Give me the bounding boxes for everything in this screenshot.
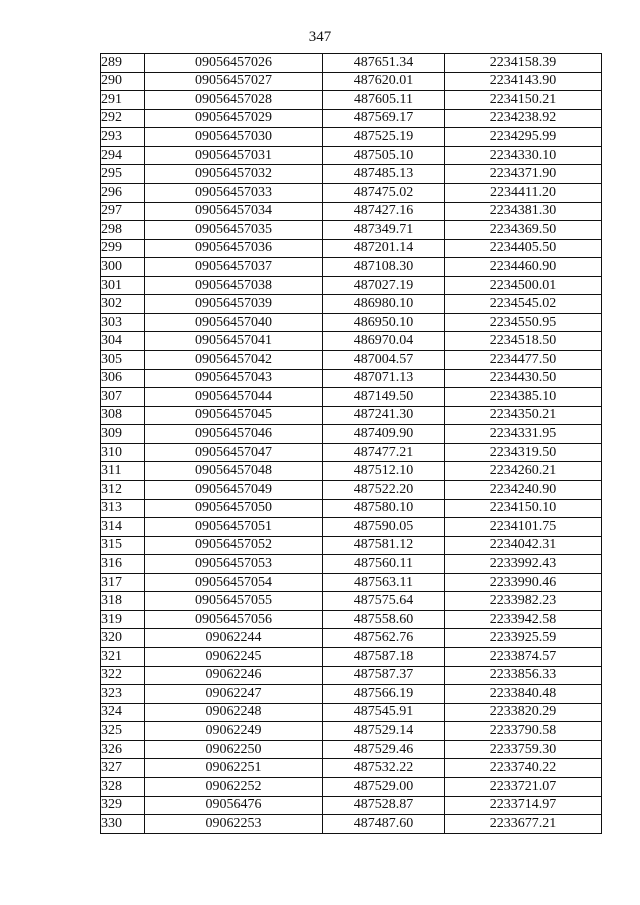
y-coordinate-cell: 2234330.10 (445, 146, 602, 165)
x-coordinate-cell: 487575.64 (323, 592, 445, 611)
x-coordinate-cell: 487528.87 (323, 796, 445, 815)
row-number-cell: 306 (101, 369, 145, 388)
row-number-cell: 326 (101, 740, 145, 759)
x-coordinate-cell: 487605.11 (323, 91, 445, 110)
table-row (101, 276, 602, 295)
x-coordinate-cell: 487563.11 (323, 573, 445, 592)
y-coordinate-cell: 2233856.33 (445, 666, 602, 685)
table-row (101, 239, 602, 258)
row-number-cell: 325 (101, 722, 145, 741)
row-number-cell: 305 (101, 351, 145, 370)
parcel-id-cell: 09056457047 (145, 443, 323, 462)
coordinates-table (100, 53, 602, 834)
y-coordinate-cell: 2233790.58 (445, 722, 602, 741)
row-number-cell: 301 (101, 276, 145, 295)
parcel-id-cell: 09062253 (145, 815, 323, 834)
row-number-cell: 315 (101, 536, 145, 555)
y-coordinate-cell: 2234042.31 (445, 536, 602, 555)
parcel-id-cell: 09062249 (145, 722, 323, 741)
parcel-id-cell: 09062246 (145, 666, 323, 685)
y-coordinate-cell: 2234385.10 (445, 388, 602, 407)
table-row (101, 722, 602, 741)
table-row (101, 796, 602, 815)
row-number-cell: 310 (101, 443, 145, 462)
x-coordinate-cell: 487651.34 (323, 54, 445, 73)
x-coordinate-cell: 487590.05 (323, 518, 445, 537)
table-row (101, 703, 602, 722)
x-coordinate-cell: 487349.71 (323, 221, 445, 240)
y-coordinate-cell: 2233942.58 (445, 610, 602, 629)
parcel-id-cell: 09056457046 (145, 425, 323, 444)
row-number-cell: 293 (101, 128, 145, 147)
x-coordinate-cell: 487241.30 (323, 406, 445, 425)
table-row (101, 666, 602, 685)
table-row (101, 443, 602, 462)
row-number-cell: 314 (101, 518, 145, 537)
row-number-cell: 329 (101, 796, 145, 815)
parcel-id-cell: 09056457029 (145, 109, 323, 128)
table-row (101, 685, 602, 704)
row-number-cell: 320 (101, 629, 145, 648)
x-coordinate-cell: 487566.19 (323, 685, 445, 704)
parcel-id-cell: 09056457038 (145, 276, 323, 295)
table-row (101, 258, 602, 277)
y-coordinate-cell: 2233982.23 (445, 592, 602, 611)
y-coordinate-cell: 2234350.21 (445, 406, 602, 425)
table-row (101, 536, 602, 555)
x-coordinate-cell: 487475.02 (323, 183, 445, 202)
parcel-id-cell: 09062250 (145, 740, 323, 759)
table-body (101, 54, 602, 834)
row-number-cell: 311 (101, 462, 145, 481)
y-coordinate-cell: 2233990.46 (445, 573, 602, 592)
table-row (101, 462, 602, 481)
table-row (101, 165, 602, 184)
row-number-cell: 324 (101, 703, 145, 722)
parcel-id-cell: 09056457050 (145, 499, 323, 518)
parcel-id-cell: 09056457055 (145, 592, 323, 611)
y-coordinate-cell: 2234158.39 (445, 54, 602, 73)
y-coordinate-cell: 2233759.30 (445, 740, 602, 759)
table-row (101, 740, 602, 759)
x-coordinate-cell: 487587.18 (323, 648, 445, 667)
parcel-id-cell: 09056457053 (145, 555, 323, 574)
row-number-cell: 308 (101, 406, 145, 425)
table-row (101, 221, 602, 240)
x-coordinate-cell: 487545.91 (323, 703, 445, 722)
x-coordinate-cell: 487027.19 (323, 276, 445, 295)
table-row (101, 146, 602, 165)
y-coordinate-cell: 2234500.01 (445, 276, 602, 295)
x-coordinate-cell: 487569.17 (323, 109, 445, 128)
y-coordinate-cell: 2233820.29 (445, 703, 602, 722)
parcel-id-cell: 09062252 (145, 777, 323, 796)
parcel-id-cell: 09056457034 (145, 202, 323, 221)
y-coordinate-cell: 2234143.90 (445, 72, 602, 91)
parcel-id-cell: 09056457056 (145, 610, 323, 629)
row-number-cell: 327 (101, 759, 145, 778)
row-number-cell: 303 (101, 313, 145, 332)
table-row (101, 759, 602, 778)
parcel-id-cell: 09056457054 (145, 573, 323, 592)
row-number-cell: 323 (101, 685, 145, 704)
table-row (101, 425, 602, 444)
table-row (101, 629, 602, 648)
y-coordinate-cell: 2233840.48 (445, 685, 602, 704)
y-coordinate-cell: 2234369.50 (445, 221, 602, 240)
row-number-cell: 302 (101, 295, 145, 314)
y-coordinate-cell: 2234405.50 (445, 239, 602, 258)
parcel-id-cell: 09062244 (145, 629, 323, 648)
row-number-cell: 294 (101, 146, 145, 165)
table-row (101, 91, 602, 110)
x-coordinate-cell: 487525.19 (323, 128, 445, 147)
parcel-id-cell: 09056457026 (145, 54, 323, 73)
x-coordinate-cell: 487149.50 (323, 388, 445, 407)
parcel-id-cell: 09056457041 (145, 332, 323, 351)
y-coordinate-cell: 2233874.57 (445, 648, 602, 667)
x-coordinate-cell: 486970.04 (323, 332, 445, 351)
y-coordinate-cell: 2234371.90 (445, 165, 602, 184)
table-row (101, 72, 602, 91)
row-number-cell: 304 (101, 332, 145, 351)
x-coordinate-cell: 487201.14 (323, 239, 445, 258)
y-coordinate-cell: 2234150.21 (445, 91, 602, 110)
x-coordinate-cell: 487580.10 (323, 499, 445, 518)
table-row (101, 777, 602, 796)
y-coordinate-cell: 2234150.10 (445, 499, 602, 518)
parcel-id-cell: 09056457052 (145, 536, 323, 555)
x-coordinate-cell: 487427.16 (323, 202, 445, 221)
parcel-id-cell: 09056457048 (145, 462, 323, 481)
parcel-id-cell: 09056457051 (145, 518, 323, 537)
row-number-cell: 299 (101, 239, 145, 258)
row-number-cell: 289 (101, 54, 145, 73)
x-coordinate-cell: 487558.60 (323, 610, 445, 629)
x-coordinate-cell: 486950.10 (323, 313, 445, 332)
y-coordinate-cell: 2234430.50 (445, 369, 602, 388)
table-row (101, 183, 602, 202)
x-coordinate-cell: 487620.01 (323, 72, 445, 91)
table-row (101, 388, 602, 407)
parcel-id-cell: 09056457037 (145, 258, 323, 277)
parcel-id-cell: 09056457035 (145, 221, 323, 240)
parcel-id-cell: 09062245 (145, 648, 323, 667)
table-row (101, 518, 602, 537)
x-coordinate-cell: 487004.57 (323, 351, 445, 370)
row-number-cell: 318 (101, 592, 145, 611)
row-number-cell: 316 (101, 555, 145, 574)
parcel-id-cell: 09056457028 (145, 91, 323, 110)
y-coordinate-cell: 2234545.02 (445, 295, 602, 314)
parcel-id-cell: 09056457042 (145, 351, 323, 370)
y-coordinate-cell: 2234460.90 (445, 258, 602, 277)
row-number-cell: 313 (101, 499, 145, 518)
y-coordinate-cell: 2234319.50 (445, 443, 602, 462)
x-coordinate-cell: 487409.90 (323, 425, 445, 444)
page-number: 347 (308, 29, 332, 45)
row-number-cell: 298 (101, 221, 145, 240)
parcel-id-cell: 09062247 (145, 685, 323, 704)
row-number-cell: 309 (101, 425, 145, 444)
table-row (101, 499, 602, 518)
row-number-cell: 290 (101, 72, 145, 91)
parcel-id-cell: 09056457044 (145, 388, 323, 407)
table-row (101, 592, 602, 611)
parcel-id-cell: 09056457039 (145, 295, 323, 314)
table-row (101, 815, 602, 834)
row-number-cell: 321 (101, 648, 145, 667)
table-row (101, 480, 602, 499)
x-coordinate-cell: 487477.21 (323, 443, 445, 462)
y-coordinate-cell: 2234240.90 (445, 480, 602, 499)
parcel-id-cell: 09056457027 (145, 72, 323, 91)
parcel-id-cell: 09056457030 (145, 128, 323, 147)
y-coordinate-cell: 2234381.30 (445, 202, 602, 221)
table-row (101, 351, 602, 370)
table-row (101, 573, 602, 592)
row-number-cell: 295 (101, 165, 145, 184)
x-coordinate-cell: 487512.10 (323, 462, 445, 481)
parcel-id-cell: 09056457036 (145, 239, 323, 258)
x-coordinate-cell: 487532.22 (323, 759, 445, 778)
parcel-id-cell: 09062251 (145, 759, 323, 778)
y-coordinate-cell: 2234331.95 (445, 425, 602, 444)
parcel-id-cell: 09056457049 (145, 480, 323, 499)
x-coordinate-cell: 487487.60 (323, 815, 445, 834)
y-coordinate-cell: 2233925.59 (445, 629, 602, 648)
row-number-cell: 296 (101, 183, 145, 202)
x-coordinate-cell: 487562.76 (323, 629, 445, 648)
table-row (101, 369, 602, 388)
table-row (101, 555, 602, 574)
table-row (101, 202, 602, 221)
table-row (101, 109, 602, 128)
row-number-cell: 330 (101, 815, 145, 834)
parcel-id-cell: 09056457031 (145, 146, 323, 165)
row-number-cell: 297 (101, 202, 145, 221)
table-row (101, 648, 602, 667)
y-coordinate-cell: 2234101.75 (445, 518, 602, 537)
parcel-id-cell: 09062248 (145, 703, 323, 722)
parcel-id-cell: 09056457033 (145, 183, 323, 202)
x-coordinate-cell: 486980.10 (323, 295, 445, 314)
table-row (101, 406, 602, 425)
row-number-cell: 328 (101, 777, 145, 796)
table-row (101, 295, 602, 314)
row-number-cell: 300 (101, 258, 145, 277)
x-coordinate-cell: 487485.13 (323, 165, 445, 184)
y-coordinate-cell: 2234477.50 (445, 351, 602, 370)
y-coordinate-cell: 2234550.95 (445, 313, 602, 332)
y-coordinate-cell: 2233740.22 (445, 759, 602, 778)
y-coordinate-cell: 2234295.99 (445, 128, 602, 147)
y-coordinate-cell: 2234238.92 (445, 109, 602, 128)
row-number-cell: 322 (101, 666, 145, 685)
row-number-cell: 291 (101, 91, 145, 110)
x-coordinate-cell: 487581.12 (323, 536, 445, 555)
y-coordinate-cell: 2234260.21 (445, 462, 602, 481)
x-coordinate-cell: 487522.20 (323, 480, 445, 499)
y-coordinate-cell: 2233992.43 (445, 555, 602, 574)
row-number-cell: 292 (101, 109, 145, 128)
y-coordinate-cell: 2233714.97 (445, 796, 602, 815)
table-row (101, 128, 602, 147)
table-row (101, 610, 602, 629)
row-number-cell: 317 (101, 573, 145, 592)
table-row (101, 332, 602, 351)
x-coordinate-cell: 487529.00 (323, 777, 445, 796)
row-number-cell: 319 (101, 610, 145, 629)
x-coordinate-cell: 487560.11 (323, 555, 445, 574)
x-coordinate-cell: 487529.14 (323, 722, 445, 741)
parcel-id-cell: 09056457043 (145, 369, 323, 388)
y-coordinate-cell: 2233721.07 (445, 777, 602, 796)
x-coordinate-cell: 487505.10 (323, 146, 445, 165)
row-number-cell: 312 (101, 480, 145, 499)
x-coordinate-cell: 487587.37 (323, 666, 445, 685)
parcel-id-cell: 09056476 (145, 796, 323, 815)
parcel-id-cell: 09056457032 (145, 165, 323, 184)
row-number-cell: 307 (101, 388, 145, 407)
parcel-id-cell: 09056457045 (145, 406, 323, 425)
y-coordinate-cell: 2234518.50 (445, 332, 602, 351)
parcel-id-cell: 09056457040 (145, 313, 323, 332)
table-row (101, 54, 602, 73)
x-coordinate-cell: 487529.46 (323, 740, 445, 759)
table-row (101, 313, 602, 332)
y-coordinate-cell: 2234411.20 (445, 183, 602, 202)
y-coordinate-cell: 2233677.21 (445, 815, 602, 834)
x-coordinate-cell: 487071.13 (323, 369, 445, 388)
x-coordinate-cell: 487108.30 (323, 258, 445, 277)
